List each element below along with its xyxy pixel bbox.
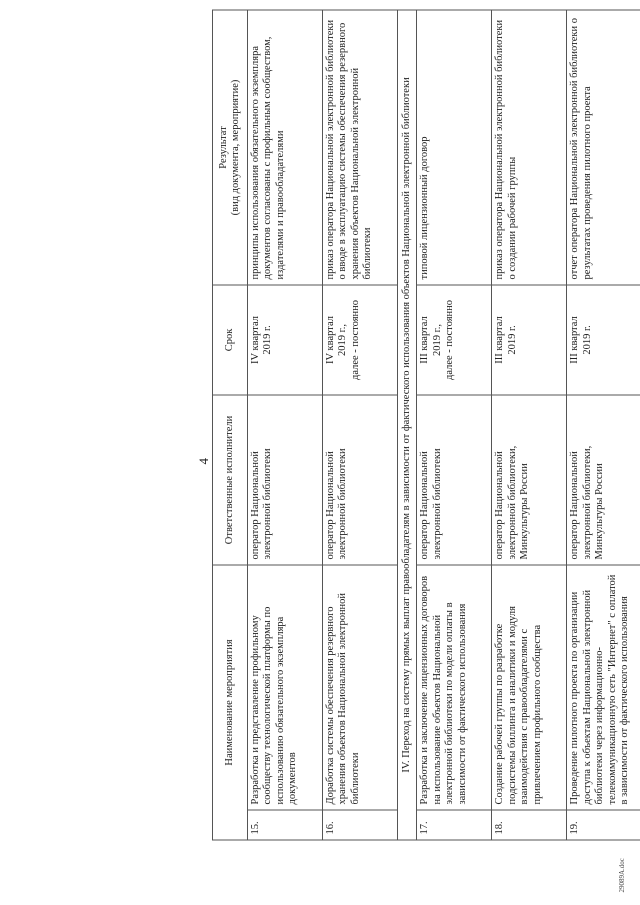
row-result: принципы использования обязательного экземпляра документов согласованы с профильным сообществом, издателями и правообладателями <box>248 10 323 285</box>
header-responsible: Ответственные исполнители <box>213 395 248 565</box>
table-row <box>248 10 323 840</box>
table-row <box>323 10 398 840</box>
row-name: Разработка и заключение лицензионных договоров на использование объектов Национальной электронной библиотеки по модели оплаты в зависимости от фактического использования <box>417 565 492 810</box>
row-result: типовой лицензионный договор <box>417 10 492 285</box>
table-row <box>417 10 492 840</box>
table-row <box>567 10 640 840</box>
row-number: 18. <box>492 810 567 840</box>
header-result: Результат (вид документа, мероприятие) <box>213 10 248 285</box>
row-result: приказ оператора Национальной электронной библиотеки о создании рабочей группы <box>492 10 567 285</box>
page-number: 4 <box>196 458 211 465</box>
row-responsible: оператор Национальной электронной библиотеки <box>417 395 492 565</box>
section-heading-row <box>398 10 417 840</box>
row-deadline: III квартал 2019 г. <box>567 285 640 395</box>
row-name: Создание рабочей группы по разработке подсистемы биллинга и аналитики и модуля взаимодействия с правообладателями с привлечением профильного сообщества <box>492 565 567 810</box>
section-title: IV. Переход на систему прямых выплат правообладателям в зависимости от фактического использования объектов Национальной электронной библиотеки <box>398 10 417 840</box>
table-row <box>492 10 567 840</box>
row-number: 15. <box>248 810 323 840</box>
row-deadline: III квартал 2019 г. <box>492 285 567 395</box>
row-responsible: оператор Национальной электронной библиотеки, Минкультуры России <box>567 395 640 565</box>
row-result: приказ оператора Национальной электронной библиотеки о вводе в эксплуатацию системы обеспечения резервного хранения объектов Национальной электронной библиотеки <box>323 10 398 285</box>
row-result: отчет оператора Национальной электронной библиотеки о результатах проведения пилотного проекта <box>567 10 640 285</box>
header-name: Наименование мероприятия <box>213 565 248 840</box>
table-header-row <box>213 10 248 840</box>
header-deadline: Срок <box>213 285 248 395</box>
row-name: Разработка и представление профильному сообществу технологической платформы по использованию обязательного экземпляра документов <box>248 565 323 810</box>
row-responsible: оператор Национальной электронной библиотеки, Минкультуры России <box>492 395 567 565</box>
row-number: 16. <box>323 810 398 840</box>
row-name: Проведение пилотного проекта по организации доступа к объектам Национальной электронной библиотеки через информационно-телекоммуникационную сеть "Интернет" с оплатой в зависимости от фактического использования <box>567 565 640 810</box>
row-responsible: оператор Национальной электронной библиотеки <box>323 395 398 565</box>
row-responsible: оператор Национальной электронной библиотеки <box>248 395 323 565</box>
action-plan-table <box>212 9 640 840</box>
row-number: 17. <box>417 810 492 840</box>
row-deadline: IV квартал 2019 г., далее - постоянно <box>323 285 398 395</box>
document-footer: 29089A.doc <box>618 858 626 893</box>
row-name: Доработка системы обеспечения резервного хранения объектов Национальной электронной библиотеки <box>323 565 398 810</box>
row-deadline: III квартал 2019 г., далее - постоянно <box>417 285 492 395</box>
row-number: 19. <box>567 810 640 840</box>
row-deadline: IV квартал 2019 г. <box>248 285 323 395</box>
